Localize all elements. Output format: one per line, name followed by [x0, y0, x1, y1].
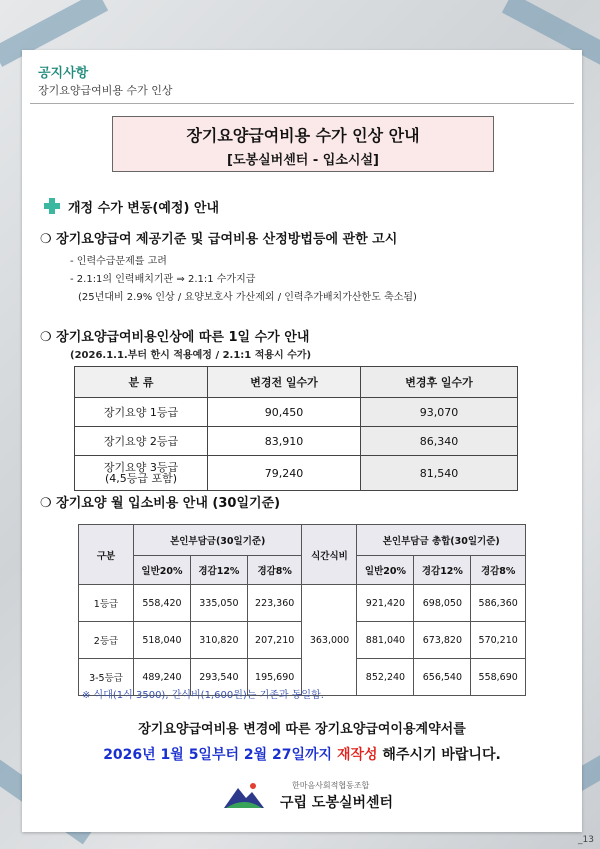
daily-fee-table — [74, 366, 518, 491]
table-header: 일반20% — [357, 556, 414, 585]
table-cell: 293,540 — [190, 659, 247, 696]
table-row — [79, 585, 526, 622]
table-header: 본인부담금 총합(30일기준) — [357, 525, 526, 556]
table-header: 변경후 일수가 — [361, 367, 518, 398]
table-cell: 881,040 — [357, 622, 414, 659]
section2-item: (25년대비 2.9% 인상 / 요양보호사 가산제외 / 인력추가배치가산한도 축소됨) — [78, 292, 417, 303]
table-header: 일반20% — [134, 556, 191, 585]
table-cell: 90,450 — [208, 398, 361, 427]
table-cell: 장기요양 1등급 — [75, 398, 208, 427]
table-header: 본인부담금(30일기준) — [134, 525, 302, 556]
org-small-name: 한마음사회적협동조합 — [292, 781, 370, 790]
table-header: 경감12% — [190, 556, 247, 585]
plus-icon — [44, 198, 60, 214]
org-name: 구립 도봉실버센터 — [280, 795, 394, 811]
table-cell: 921,420 — [357, 585, 414, 622]
table-cell: 310,820 — [190, 622, 247, 659]
table-cell: 93,070 — [361, 398, 518, 427]
table-cell: 558,420 — [134, 585, 191, 622]
table-header: 경감8% — [247, 556, 302, 585]
notice-subtitle: 장기요양급여비용 수가 인상 — [38, 84, 173, 97]
section4-heading: ❍ 장기요양 월 입소비용 안내 (30일기준) — [40, 496, 281, 511]
table-cell: 3-5등급 — [79, 659, 134, 696]
notice-category: 공지사항 — [38, 66, 89, 81]
mountain-logo-icon — [222, 780, 266, 810]
table-header-row — [79, 525, 526, 556]
table-header: 경감8% — [471, 556, 526, 585]
table-header: 변경전 일수가 — [208, 367, 361, 398]
section3-sub: (2026.1.1.부터 한시 적용예정 / 2.1:1 적용시 수가) — [70, 350, 312, 361]
table-cell: 852,240 — [357, 659, 414, 696]
document-page — [22, 50, 582, 832]
monthly-fee-table — [78, 524, 526, 696]
table-cell: 656,540 — [414, 659, 471, 696]
table-cell: 223,360 — [247, 585, 302, 622]
table-cell: 장기요양 2등급 — [75, 427, 208, 456]
section3-heading: ❍ 장기요양급여비용인상에 따른 1일 수가 안내 — [40, 330, 310, 345]
table-header: 경감12% — [414, 556, 471, 585]
meal-note: ※ 식대(1식 3500), 간식비(1,600원)는 기존과 동일함. — [82, 690, 324, 701]
table-cell: 1등급 — [79, 585, 134, 622]
page-subtitle: [도봉실버센터 - 입소시설] — [227, 153, 379, 168]
closing-date: 2026년 1월 5일부터 2월 27일까지 — [103, 747, 333, 763]
table-row — [75, 456, 518, 491]
table-cell: 558,690 — [471, 659, 526, 696]
table-header: 분 류 — [75, 367, 208, 398]
section2-item: - 2.1:1의 인력배치기관 ⇒ 2.1:1 수가지급 — [70, 274, 256, 285]
table-cell: 335,050 — [190, 585, 247, 622]
table-cell: 195,690 — [247, 659, 302, 696]
page-title: 장기요양급여비용 수가 인상 안내 — [186, 126, 420, 145]
table-header: 구분 — [79, 525, 134, 585]
table-cell: 81,540 — [361, 456, 518, 491]
section2-heading: ❍ 장기요양급여 제공기준 및 급여비용 산정방법등에 관한 고시 — [40, 232, 398, 247]
table-cell: 698,050 — [414, 585, 471, 622]
table-cell: 장기요양 3등급 (4,5등급 포함) — [75, 456, 208, 491]
table-row — [75, 427, 518, 456]
page-number: _13 — [578, 835, 594, 845]
table-cell: 673,820 — [414, 622, 471, 659]
table-cell: 570,210 — [471, 622, 526, 659]
table-cell: 518,040 — [134, 622, 191, 659]
section1-heading: 개정 수가 변동(예정) 안내 — [68, 201, 220, 216]
closing-action: 재작성 — [336, 747, 378, 763]
table-cell: 2등급 — [79, 622, 134, 659]
table-cell: 83,910 — [208, 427, 361, 456]
table-cell: 86,340 — [361, 427, 518, 456]
section2-item: - 인력수급문제를 고려 — [70, 256, 167, 267]
table-cell: 489,240 — [134, 659, 191, 696]
table-cell: 79,240 — [208, 456, 361, 491]
title-box — [112, 116, 494, 172]
closing-line1: 장기요양급여비용 변경에 따른 장기요양급여이용계약서를 — [138, 722, 466, 737]
closing-line2 — [22, 744, 582, 764]
table-header: 식간식비 — [302, 525, 357, 585]
closing-tail: 해주시기 바랍니다. — [382, 747, 501, 763]
table-row — [75, 398, 518, 427]
meal-cost-cell: 363,000 — [302, 585, 357, 696]
table-cell: 207,210 — [247, 622, 302, 659]
table-cell: 586,360 — [471, 585, 526, 622]
header-divider — [30, 103, 574, 104]
table-header-row — [75, 367, 518, 398]
